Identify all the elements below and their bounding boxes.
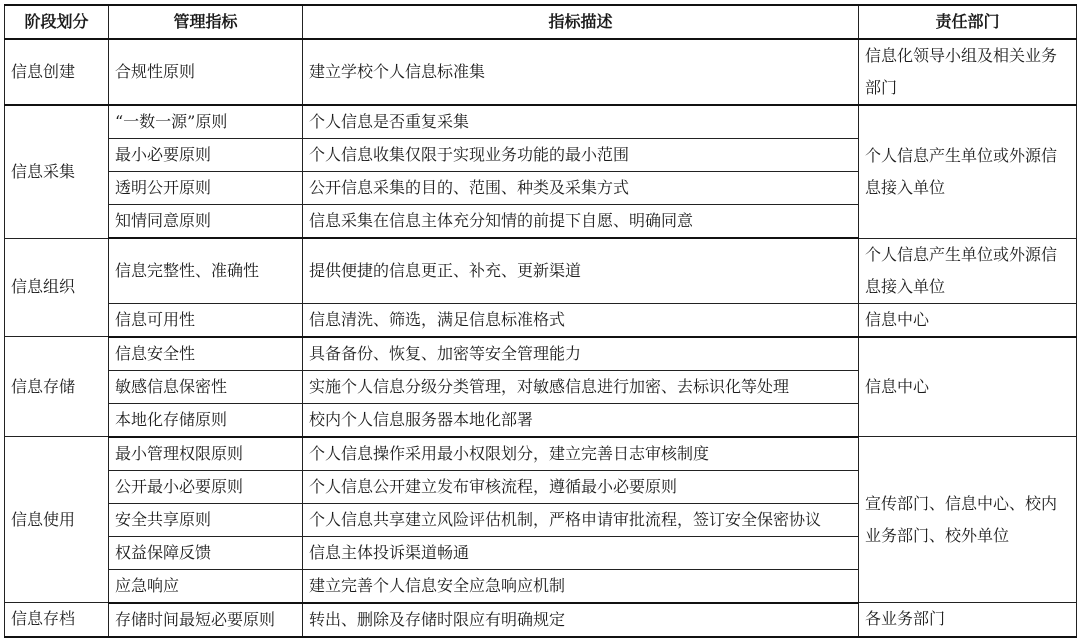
indicator-cell: 安全共享原则 xyxy=(109,503,303,536)
description-cell: 个人信息是否重复采集 xyxy=(303,105,859,139)
indicator-cell: 公开最小必要原则 xyxy=(109,470,303,503)
indicator-cell: 透明公开原则 xyxy=(109,172,303,205)
department-cell: 个人信息产生单位或外源信息接入单位 xyxy=(859,105,1077,238)
indicator-cell: 最小管理权限原则 xyxy=(109,437,303,471)
indicator-cell: 应急响应 xyxy=(109,569,303,603)
stage-cell: 信息使用 xyxy=(5,437,109,603)
table-row xyxy=(5,105,1077,139)
department-cell: 宣传部门、信息中心、校内业务部门、校外单位 xyxy=(859,437,1077,603)
indicator-cell: 合规性原则 xyxy=(109,39,303,105)
description-cell: 建立完善个人信息安全应急响应机制 xyxy=(303,569,859,603)
indicator-cell: 信息完整性、准确性 xyxy=(109,238,303,303)
indicator-cell: 知情同意原则 xyxy=(109,205,303,239)
stage-cell: 信息存档 xyxy=(5,603,109,637)
table-row xyxy=(5,603,1077,637)
description-cell: 个人信息公开建立发布审核流程，遵循最小必要原则 xyxy=(303,470,859,503)
description-cell: 具备备份、恢复、加密等安全管理能力 xyxy=(303,337,859,371)
description-cell: 提供便捷的信息更正、补充、更新渠道 xyxy=(303,238,859,303)
description-cell: 信息采集在信息主体充分知情的前提下自愿、明确同意 xyxy=(303,205,859,239)
header-stage: 阶段划分 xyxy=(5,5,109,39)
indicator-cell: “一数一源”原则 xyxy=(109,105,303,139)
header-department: 责任部门 xyxy=(859,5,1077,39)
stage-cell: 信息创建 xyxy=(5,39,109,105)
indicator-cell: 信息安全性 xyxy=(109,337,303,371)
description-cell: 个人信息共享建立风险评估机制，严格申请审批流程，签订安全保密协议 xyxy=(303,503,859,536)
stage-cell: 信息存储 xyxy=(5,337,109,437)
lifecycle-table xyxy=(4,4,1077,638)
indicator-cell: 信息可用性 xyxy=(109,303,303,337)
department-cell: 信息中心 xyxy=(859,337,1077,437)
description-cell: 信息清洗、筛选，满足信息标准格式 xyxy=(303,303,859,337)
header-description: 指标描述 xyxy=(303,5,859,39)
department-cell: 信息中心 xyxy=(859,303,1077,337)
stage-cell: 信息组织 xyxy=(5,238,109,337)
table-row xyxy=(5,303,1077,337)
table-row xyxy=(5,238,1077,303)
table-row xyxy=(5,39,1077,105)
description-cell: 个人信息收集仅限于实现业务功能的最小范围 xyxy=(303,139,859,172)
stage-cell: 信息采集 xyxy=(5,105,109,238)
description-cell: 校内个人信息服务器本地化部署 xyxy=(303,403,859,437)
indicator-cell: 敏感信息保密性 xyxy=(109,370,303,403)
description-cell: 转出、删除及存储时限应有明确规定 xyxy=(303,603,859,637)
department-cell: 各业务部门 xyxy=(859,603,1077,637)
table-row xyxy=(5,437,1077,471)
department-cell: 个人信息产生单位或外源信息接入单位 xyxy=(859,238,1077,303)
indicator-cell: 最小必要原则 xyxy=(109,139,303,172)
header-row xyxy=(5,5,1077,39)
description-cell: 个人信息操作采用最小权限划分，建立完善日志审核制度 xyxy=(303,437,859,471)
indicator-cell: 本地化存储原则 xyxy=(109,403,303,437)
indicator-cell: 权益保障反馈 xyxy=(109,536,303,569)
description-cell: 实施个人信息分级分类管理，对敏感信息进行加密、去标识化等处理 xyxy=(303,370,859,403)
description-cell: 建立学校个人信息标准集 xyxy=(303,39,859,105)
description-cell: 信息主体投诉渠道畅通 xyxy=(303,536,859,569)
indicator-cell: 存储时间最短必要原则 xyxy=(109,603,303,637)
description-cell: 公开信息采集的目的、范围、种类及采集方式 xyxy=(303,172,859,205)
department-cell: 信息化领导小组及相关业务部门 xyxy=(859,39,1077,105)
header-indicator: 管理指标 xyxy=(109,5,303,39)
table-row xyxy=(5,337,1077,371)
